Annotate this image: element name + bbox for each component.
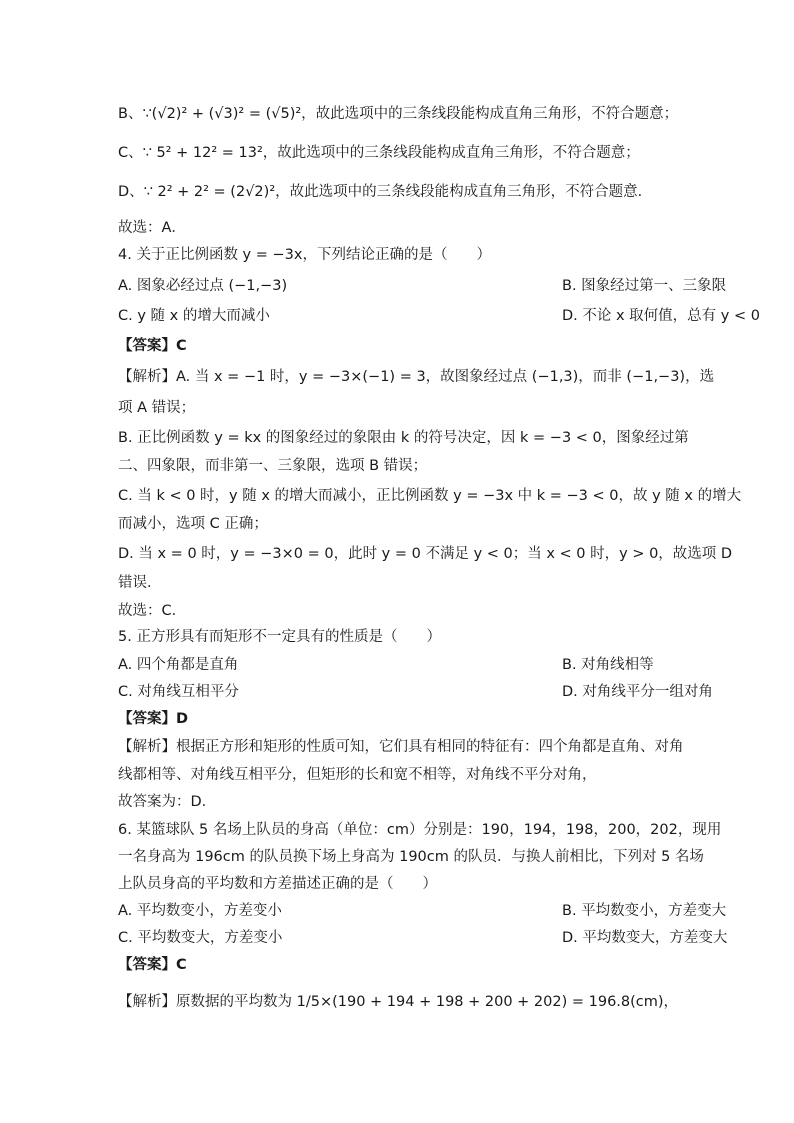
q4-analysis-line: B. 正比例函数 y = kx 的图象经过的象限由 k 的符号决定，因 k = −3 < 0，图象经过第 bbox=[118, 430, 689, 446]
q4-analysis-line: D. 当 x = 0 时，y = −3×0 = 0，此时 y = 0 不满足 y < 0；当 x < 0 时，y > 0，故选项 D bbox=[118, 546, 733, 562]
q4-analysis-line: 故选：C． bbox=[118, 603, 187, 619]
q4-answer: 【答案】C bbox=[118, 338, 187, 354]
q6-option-row-1 bbox=[118, 901, 727, 921]
q5-analysis-line: 线都相等、对角线互相平分，但矩形的长和宽不相等，对角线不平分对角， bbox=[118, 767, 597, 783]
q6-stem-line: 上队员身高的平均数和方差描述正确的是（ ） bbox=[118, 876, 437, 892]
q5-option-c: C. 对角线互相平分 bbox=[118, 684, 239, 700]
q4-option-b: B. 图象经过第一、三象限 bbox=[562, 278, 727, 294]
q5-answer: 【答案】D bbox=[118, 711, 189, 727]
q5-option-b: B. 对角线相等 bbox=[562, 657, 654, 673]
q6-option-d: D. 平均数变大，方差变大 bbox=[562, 930, 728, 946]
line-option-d-explain: D、∵ 2² + 2² = (2√2)²，故此选项中的三条线段能构成直角三角形，不符合题意． bbox=[118, 184, 653, 200]
q6-analysis-line: 【解析】原数据的平均数为 1/5×(190 + 194 + 198 + 200 + 202) = 196.8(cm)， bbox=[118, 994, 679, 1010]
q5-option-a: A. 四个角都是直角 bbox=[118, 657, 239, 673]
q6-stem-line: 6. 某篮球队 5 名场上队员的身高（单位：cm）分别是：190，194，198，200，202，现用 bbox=[118, 822, 722, 838]
line-option-b-explain: B、∵(√2)² + (√3)² = (√5)²，故此选项中的三条线段能构成直角三角形，不符合题意； bbox=[118, 106, 679, 122]
q4-option-c: C. y 随 x 的增大而减小 bbox=[118, 308, 270, 324]
q6-option-b: B. 平均数变小，方差变大 bbox=[562, 903, 727, 919]
q4-analysis-line: 项 A 错误； bbox=[118, 400, 196, 416]
q5-option-row-2 bbox=[118, 682, 713, 702]
line-select-a: 故选：A． bbox=[118, 220, 186, 236]
q4-analysis-line: 【解析】A. 当 x = −1 时，y = −3×(−1) = 3，故图象经过点 (−1,3)，而非 (−1,−3)，选 bbox=[118, 369, 715, 385]
line-option-c-explain: C、∵ 5² + 12² = 13²，故此选项中的三条线段能构成直角三角形，不符合题意； bbox=[118, 145, 640, 161]
q4-analysis-line: 而减小，选项 C 正确； bbox=[118, 516, 268, 532]
q5-analysis-line: 故答案为：D． bbox=[118, 794, 217, 810]
q4-option-row-1 bbox=[118, 276, 727, 296]
q4-stem: 4. 关于正比例函数 y = −3x，下列结论正确的是（ ） bbox=[118, 247, 491, 263]
q5-option-d: D. 对角线平分一组对角 bbox=[562, 684, 713, 700]
q4-option-a: A. 图象必经过点 (−1,−3) bbox=[118, 278, 288, 294]
q6-option-c: C. 平均数变大，方差变小 bbox=[118, 930, 283, 946]
q5-stem: 5. 正方形具有而矩形不一定具有的性质是（ ） bbox=[118, 629, 441, 645]
q6-stem-line: 一名身高为 196cm 的队员换下场上身高为 190cm 的队员．与换人前相比，下列对 5 名场 bbox=[118, 849, 704, 865]
q4-option-row-2 bbox=[118, 306, 760, 326]
q4-analysis-line: C. 当 k < 0 时，y 随 x 的增大而减小，正比例函数 y = −3x 中 k = −3 < 0，故 y 随 x 的增大 bbox=[118, 488, 742, 504]
q6-option-a: A. 平均数变小，方差变小 bbox=[118, 903, 282, 919]
q5-option-row-1 bbox=[118, 655, 682, 675]
q4-analysis-line: 二、四象限，而非第一、三象限，选项 B 错误； bbox=[118, 458, 428, 474]
q4-option-d: D. 不论 x 取何值，总有 y < 0 bbox=[562, 308, 760, 324]
q6-option-row-2 bbox=[118, 928, 728, 948]
q6-answer: 【答案】C bbox=[118, 957, 187, 973]
q4-analysis-line: 错误． bbox=[118, 575, 162, 591]
q5-analysis-line: 【解析】根据正方形和矩形的性质可知，它们具有相同的特征有：四个角都是直角、对角 bbox=[118, 739, 684, 755]
